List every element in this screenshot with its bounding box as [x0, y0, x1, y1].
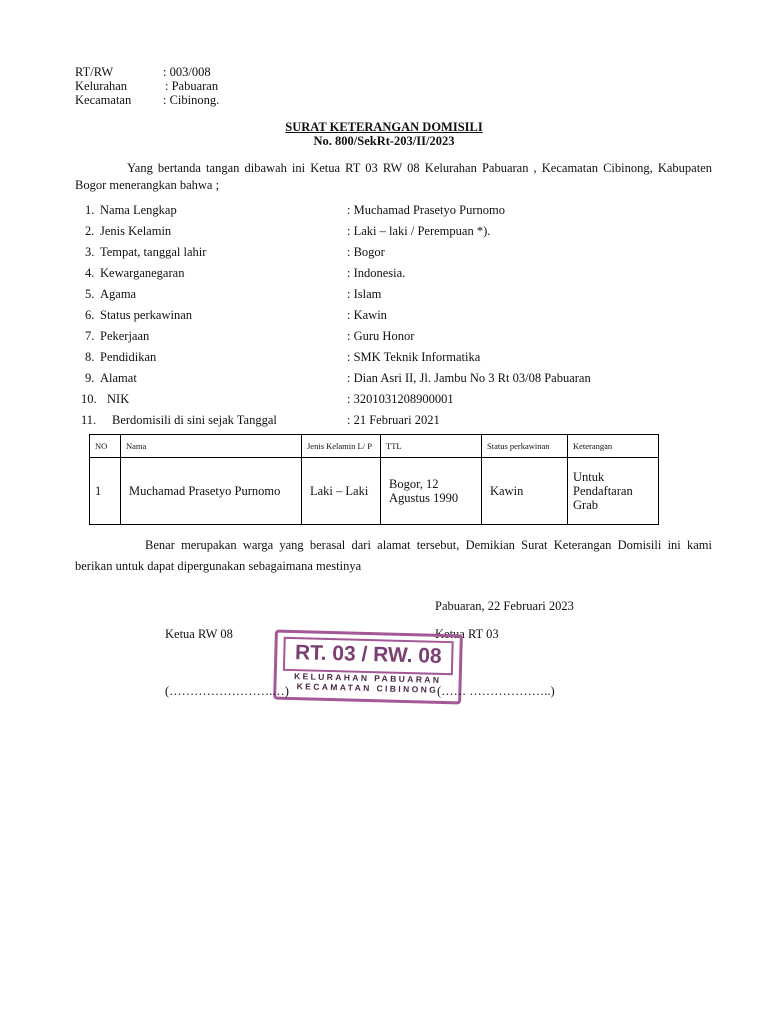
stamp-title: RT. 03 / RW. 08: [283, 637, 454, 675]
field-number: 9.: [85, 371, 95, 385]
table-header-row: [90, 435, 659, 458]
field-value: : Dian Asri II, Jl. Jambu No 3 Rt 03/08 Pabuaran: [347, 371, 591, 385]
field-label: Tempat, tanggal lahir: [100, 245, 207, 259]
table-header-ttl: TTL: [381, 435, 482, 458]
field-label: NIK: [107, 392, 130, 406]
header-rt-rw-label: RT/RW: [75, 65, 114, 79]
field-number: 11.: [81, 413, 97, 427]
header-kelurahan-label: Kelurahan: [75, 79, 128, 93]
table-cell-ttl: Bogor, 12 Agustus 1990: [381, 458, 482, 525]
signature-left-title: Ketua RW 08: [165, 627, 233, 641]
table-header-keterangan: Keterangan: [568, 435, 659, 458]
closing-paragraph: Benar merupakan warga yang berasal dari alamat tersebut, Demikian Surat Keterangan Domisili ini kami berikan untuk dapat dipergunakan sebagaimana mestinya: [75, 538, 712, 573]
table-cell-jenis-kelamin: Laki – Laki: [302, 458, 381, 525]
table-cell-no: 1: [90, 458, 121, 525]
field-value: : SMK Teknik Informatika: [347, 350, 481, 364]
header-kecamatan-label: Kecamatan: [75, 93, 132, 107]
table-header-nama: Nama: [121, 435, 302, 458]
table-cell-nama: Muchamad Prasetyo Purnomo: [121, 458, 302, 525]
field-value: : Muchamad Prasetyo Purnomo: [347, 203, 505, 217]
signature-right-title: Ketua RT 03: [435, 627, 499, 641]
field-value: : 3201031208900001: [347, 392, 454, 406]
field-label: Agama: [100, 287, 137, 301]
table-cell-status: Kawin: [482, 458, 568, 525]
signature-right-line: (…… ………………..): [437, 684, 555, 698]
field-value: : Kawin: [347, 308, 387, 322]
field-value: : Guru Honor: [347, 329, 415, 343]
field-label: Jenis Kelamin: [100, 224, 172, 238]
place-date: Pabuaran, 22 Februari 2023: [435, 599, 574, 613]
field-value: : 21 Februari 2021: [347, 413, 440, 427]
field-number: 6.: [85, 308, 95, 322]
stamp-line-kecamatan: KECAMATAN CIBINONG: [296, 681, 439, 695]
header-kecamatan-value: : Cibinong.: [163, 93, 220, 107]
document-title: SURAT KETERANGAN DOMISILI: [285, 120, 483, 134]
field-label: Pendidikan: [100, 350, 157, 364]
field-value: : Bogor: [347, 245, 385, 259]
field-number: 7.: [85, 329, 95, 343]
field-value: : Islam: [347, 287, 382, 301]
resident-table: [89, 434, 659, 525]
field-value: : Laki – laki / Perempuan *).: [347, 224, 491, 238]
field-number: 10.: [81, 392, 97, 406]
field-label: Berdomisili di sini sejak Tanggal: [112, 413, 277, 427]
intro-paragraph: Yang bertanda tangan dibawah ini Ketua RT 03 RW 08 Kelurahan Pabuaran , Kecamatan Cibinong, Kabupaten Bogor menerangkan bahwa ;: [75, 161, 712, 192]
table-header-jenis-kelamin: Jenis Kelamin L/ P: [302, 435, 381, 458]
table-header-no: NO: [90, 435, 121, 458]
document-number: No. 800/SekRt-203/II/2023: [313, 134, 455, 148]
field-number: 5.: [85, 287, 95, 301]
table-cell-keterangan: Untuk Pendaftaran Grab: [568, 458, 659, 525]
field-number: 4.: [85, 266, 95, 280]
stamp-line-kelurahan: KELURAHAN PABUARAN: [293, 671, 442, 685]
field-label: Nama Lengkap: [100, 203, 177, 217]
field-value: : Indonesia.: [347, 266, 406, 280]
field-label: Alamat: [100, 371, 137, 385]
field-number: 2.: [85, 224, 95, 238]
rt-rw-stamp: [273, 630, 463, 705]
header-kelurahan-value: : Pabuaran: [165, 79, 219, 93]
field-label: Pekerjaan: [100, 329, 150, 343]
field-number: 8.: [85, 350, 95, 364]
header-rt-rw-value: : 003/008: [163, 65, 211, 79]
field-label: Kewarganegaran: [100, 266, 185, 280]
table-row: [90, 458, 659, 525]
field-number: 1.: [85, 203, 95, 217]
signature-left-line: (…………………….…): [165, 684, 289, 698]
field-label: Status perkawinan: [100, 308, 192, 322]
table-header-status: Status perkawinan: [482, 435, 568, 458]
field-number: 3.: [85, 245, 95, 259]
